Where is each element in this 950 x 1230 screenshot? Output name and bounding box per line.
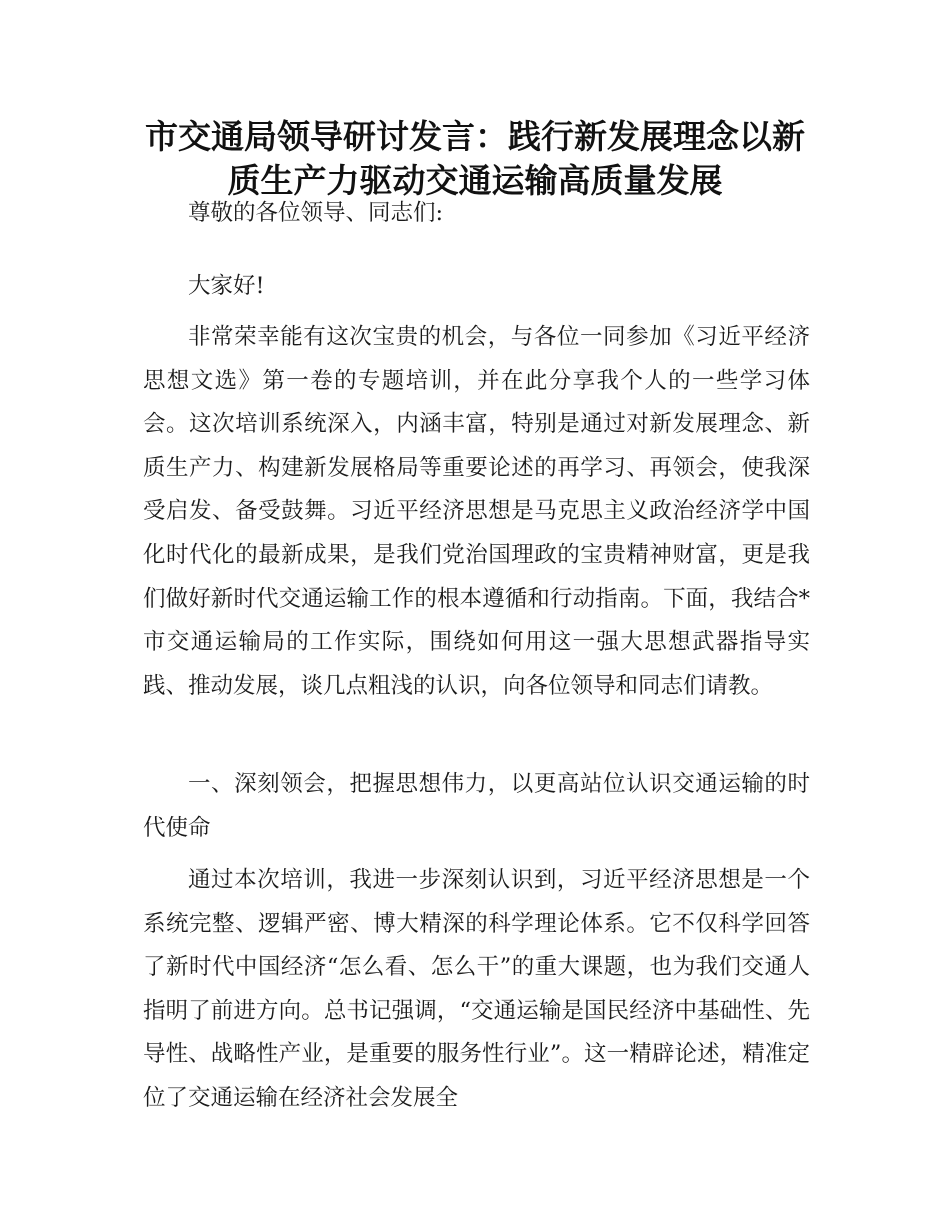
intro-paragraph: 非常荣幸能有这次宝贵的机会，与各位一同参加《习近平经济思想文选》第一卷的专题培训，并在此分享我个人的一些学习体会。这次培训系统深入，内涵丰富，特别是通过对新发展理念、新质生产力、构建新发展格局等重要论述的再学习、再领会，使我深受启发、备受鼓舞。习近平经济思想是马克思主义政治经济学中国化时代化的最新成果，是我们党治国理政的宝贵精神财富，更是我们做好新时代交通运输工作的根本遵循和行动指南。下面，我结合*市交通运输局的工作实际，围绕如何用这一强大思想武器指导实践、推动发展，谈几点粗浅的认识，向各位领导和同志们请教。 xyxy=(143,324,810,699)
document-title-line-1: 市交通局领导研讨发言：践行新发展理念以新 xyxy=(145,117,805,156)
greeting: 大家好! xyxy=(188,273,265,299)
document-title-line-2: 质生产力驱动交通运输高质量发展 xyxy=(227,161,723,200)
salutation: 尊敬的各位领导、同志们: xyxy=(188,200,444,226)
section-heading-1: 一、深刻领会，把握思想伟力，以更高站位认识交通运输的时代使命 xyxy=(143,771,810,841)
section-1-paragraph: 通过本次培训，我进一步深刻认识到，习近平经济思想是一个系统完整、逻辑严密、博大精深的科学理论体系。它不仅科学回答了新时代中国经济“怎么看、怎么干”的重大课题，也为我们交通人指明了前进方向。总书记强调，“交通运输是国民经济中基础性、先导性、战略性产业，是重要的服务性行业”。这一精辟论述，精准定位了交通运输在经济社会发展全 xyxy=(143,867,810,1111)
